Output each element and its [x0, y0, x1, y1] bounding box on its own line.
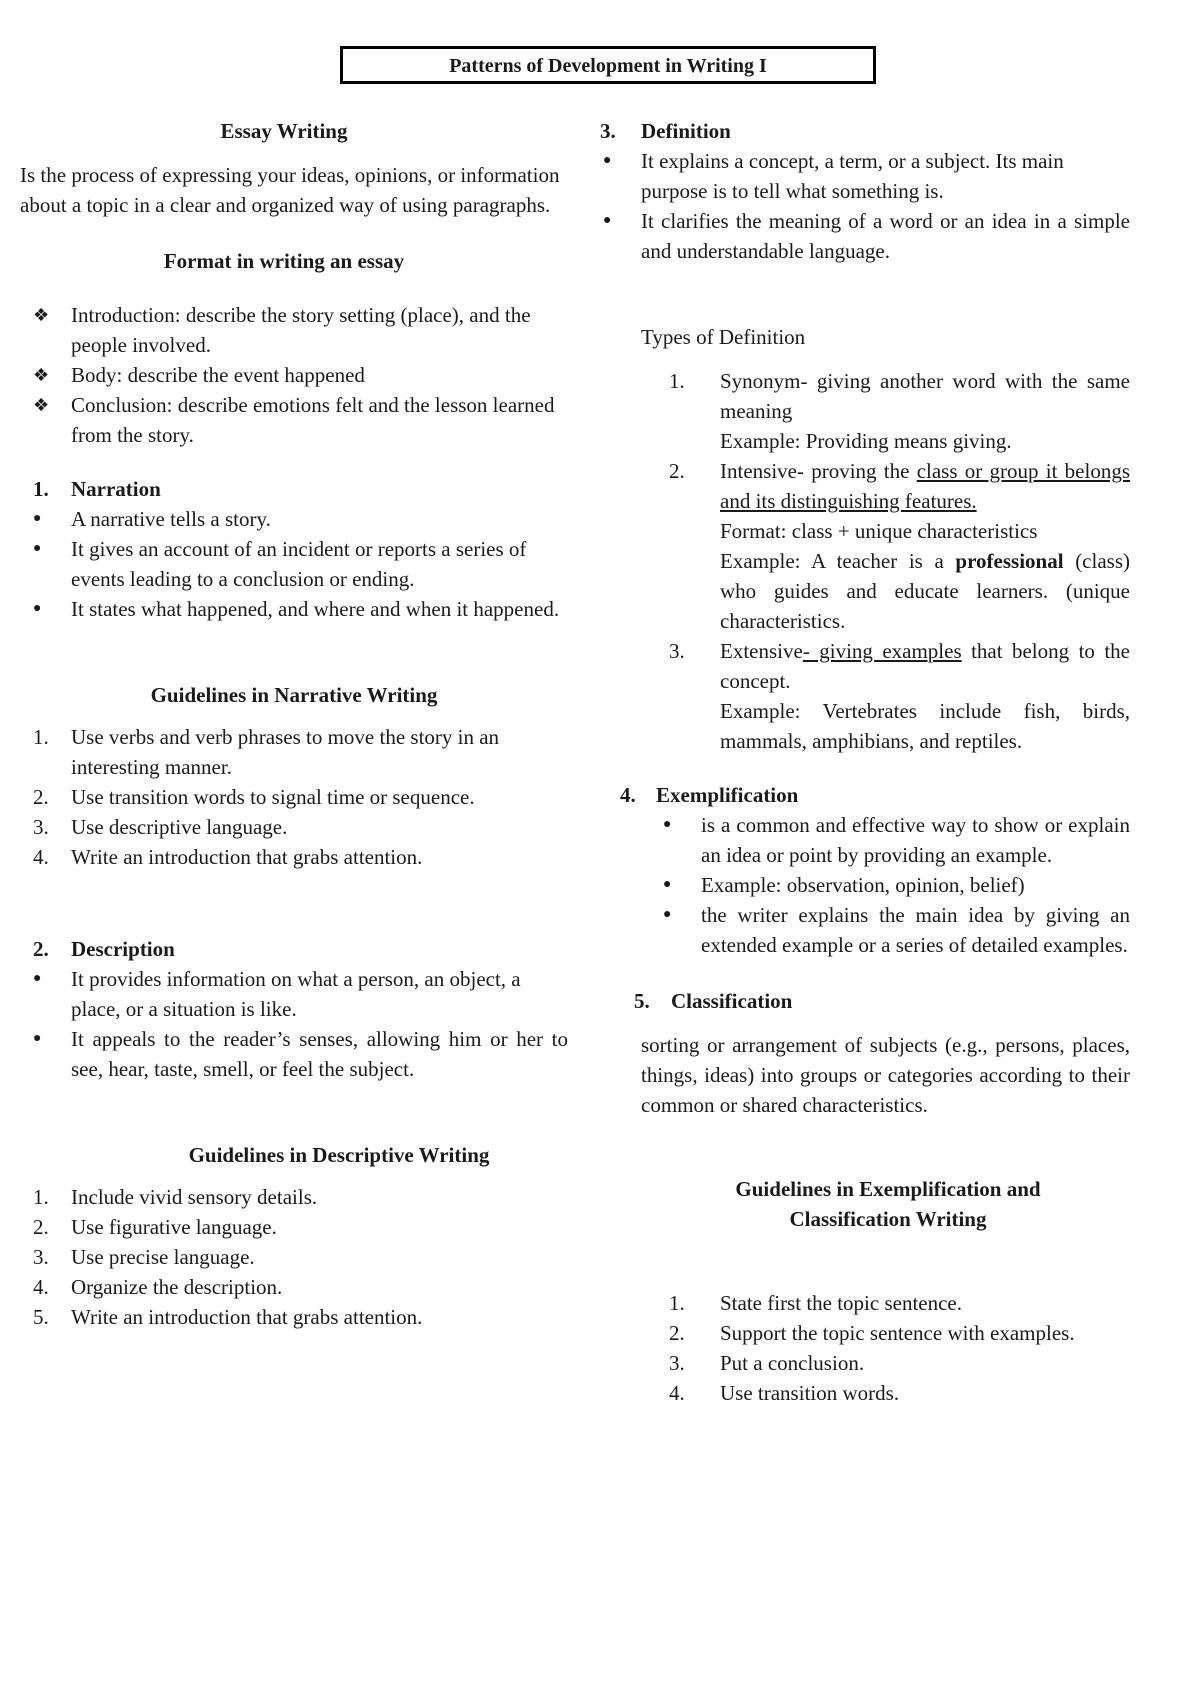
exemplification-guidelines-heading: Guidelines in Exemplification and Classification Writing: [735, 1177, 1041, 1231]
section-number: 4.: [620, 783, 636, 807]
exemplification-heading: [596, 780, 1130, 810]
section-number: 1.: [33, 477, 49, 501]
list-item: ● It provides information on what a person, an object, a place, or a situation is like.: [20, 964, 568, 1024]
list-item: ❖ Body: describe the event happened: [20, 360, 568, 390]
list-item: ● is a common and effective way to show or explain an idea or point by providing an example.: [650, 810, 1130, 870]
format-list: [20, 300, 568, 450]
list-item: 2. Use figurative language.: [33, 1215, 277, 1239]
list-item: ❖ Conclusion: describe emotions felt and the lesson learned from the story.: [20, 390, 568, 450]
types-of-definition-list: [596, 366, 1130, 756]
exemplification-guidelines-list: [596, 1288, 1130, 1408]
narration-list: [20, 504, 568, 624]
list-item: ● It clarifies the meaning of a word or an idea in a simple and understandable language.: [590, 206, 1130, 266]
list-item: 5. Write an introduction that grabs attention.: [33, 1305, 423, 1329]
narrative-guidelines-list: [20, 722, 568, 872]
section-number: 2.: [33, 937, 49, 961]
list-item: ● It gives an account of an incident or reports a series of events leading to a conclusion or ending.: [20, 534, 568, 594]
list-item: 3. Put a conclusion.: [669, 1351, 865, 1375]
essay-writing-heading: Essay Writing: [220, 119, 348, 143]
list-item: ● It appeals to the reader’s senses, allowing him or her to see, hear, taste, smell, or feel the subject.: [20, 1024, 568, 1084]
section-title: Narration: [71, 477, 161, 501]
classification-heading: [596, 986, 1130, 1016]
list-item: 3. Use precise language.: [33, 1245, 255, 1269]
section-number: 3.: [600, 119, 616, 143]
list-item: 1. State first the topic sentence.: [669, 1291, 963, 1315]
list-item: 4. Organize the description.: [33, 1275, 283, 1299]
description-list: [20, 964, 568, 1084]
section-title: Classification: [671, 989, 793, 1013]
descriptive-guidelines-list: [20, 1182, 568, 1332]
descriptive-guidelines-heading: Guidelines in Descriptive Writing: [188, 1143, 490, 1167]
narration-heading: [20, 474, 568, 504]
list-item: 1. Use verbs and verb phrases to move the story in an interesting manner.: [33, 725, 500, 779]
list-item: ● A narrative tells a story.: [20, 504, 568, 534]
narrative-guidelines-heading: Guidelines in Narrative Writing: [150, 683, 438, 707]
definition-list: [590, 146, 1130, 266]
left-column: [20, 116, 568, 1332]
list-item-synonym: 1. Synonym- giving another word with the same meaning Example: Providing means giving.: [669, 369, 1130, 453]
types-of-definition-heading: Types of Definition: [641, 325, 806, 349]
list-item: 2. Support the topic sentence with examples.: [669, 1321, 1075, 1345]
right-column: [596, 116, 1130, 1408]
format-heading: Format in writing an essay: [163, 249, 405, 273]
list-item: ❖ Introduction: describe the story setting (place), and the people involved.: [20, 300, 568, 360]
list-item: ● It states what happened, and where and when it happened.: [20, 594, 568, 624]
classification-definition: sorting or arrangement of subjects (e.g., persons, places, things, ideas) into groups or categories according to their common or shared characteristics.: [641, 1033, 1130, 1117]
definition-heading: [596, 116, 1130, 146]
section-title: Exemplification: [656, 783, 799, 807]
page-title: Patterns of Development in Writing I: [340, 46, 876, 84]
list-item: ● Example: observation, opinion, belief): [650, 870, 1130, 900]
list-item-intensive: 2. Intensive- proving the class or group it belongs and its distinguishing features. Format: class + unique characteristics Example: A teacher is a professional (class) who guides and educate learners. (unique characteristics.: [669, 459, 1130, 633]
list-item: 4. Write an introduction that grabs attention.: [33, 845, 423, 869]
section-title: Description: [71, 937, 175, 961]
list-item-extensive: 3. Extensive- giving examples that belong to the concept. Example: Vertebrates include fish, birds, mammals, amphibians, and reptiles.: [669, 639, 1130, 753]
list-item: 3. Use descriptive language.: [33, 815, 288, 839]
section-number: 5.: [634, 989, 650, 1013]
essay-writing-definition: Is the process of expressing your ideas, opinions, or information about a topic in a clear and organized way of using paragraphs.: [20, 163, 560, 217]
list-item: 2. Use transition words to signal time or sequence.: [33, 785, 475, 809]
list-item: ● the writer explains the main idea by giving an extended example or a series of detailed examples.: [650, 900, 1130, 960]
list-item: ● It explains a concept, a term, or a subject. Its main purpose is to tell what something is.: [590, 146, 1130, 206]
list-item: 1. Include vivid sensory details.: [33, 1185, 318, 1209]
list-item: 4. Use transition words.: [669, 1381, 900, 1405]
exemplification-list: [596, 810, 1130, 960]
section-title: Definition: [641, 119, 731, 143]
description-heading: [20, 934, 568, 964]
